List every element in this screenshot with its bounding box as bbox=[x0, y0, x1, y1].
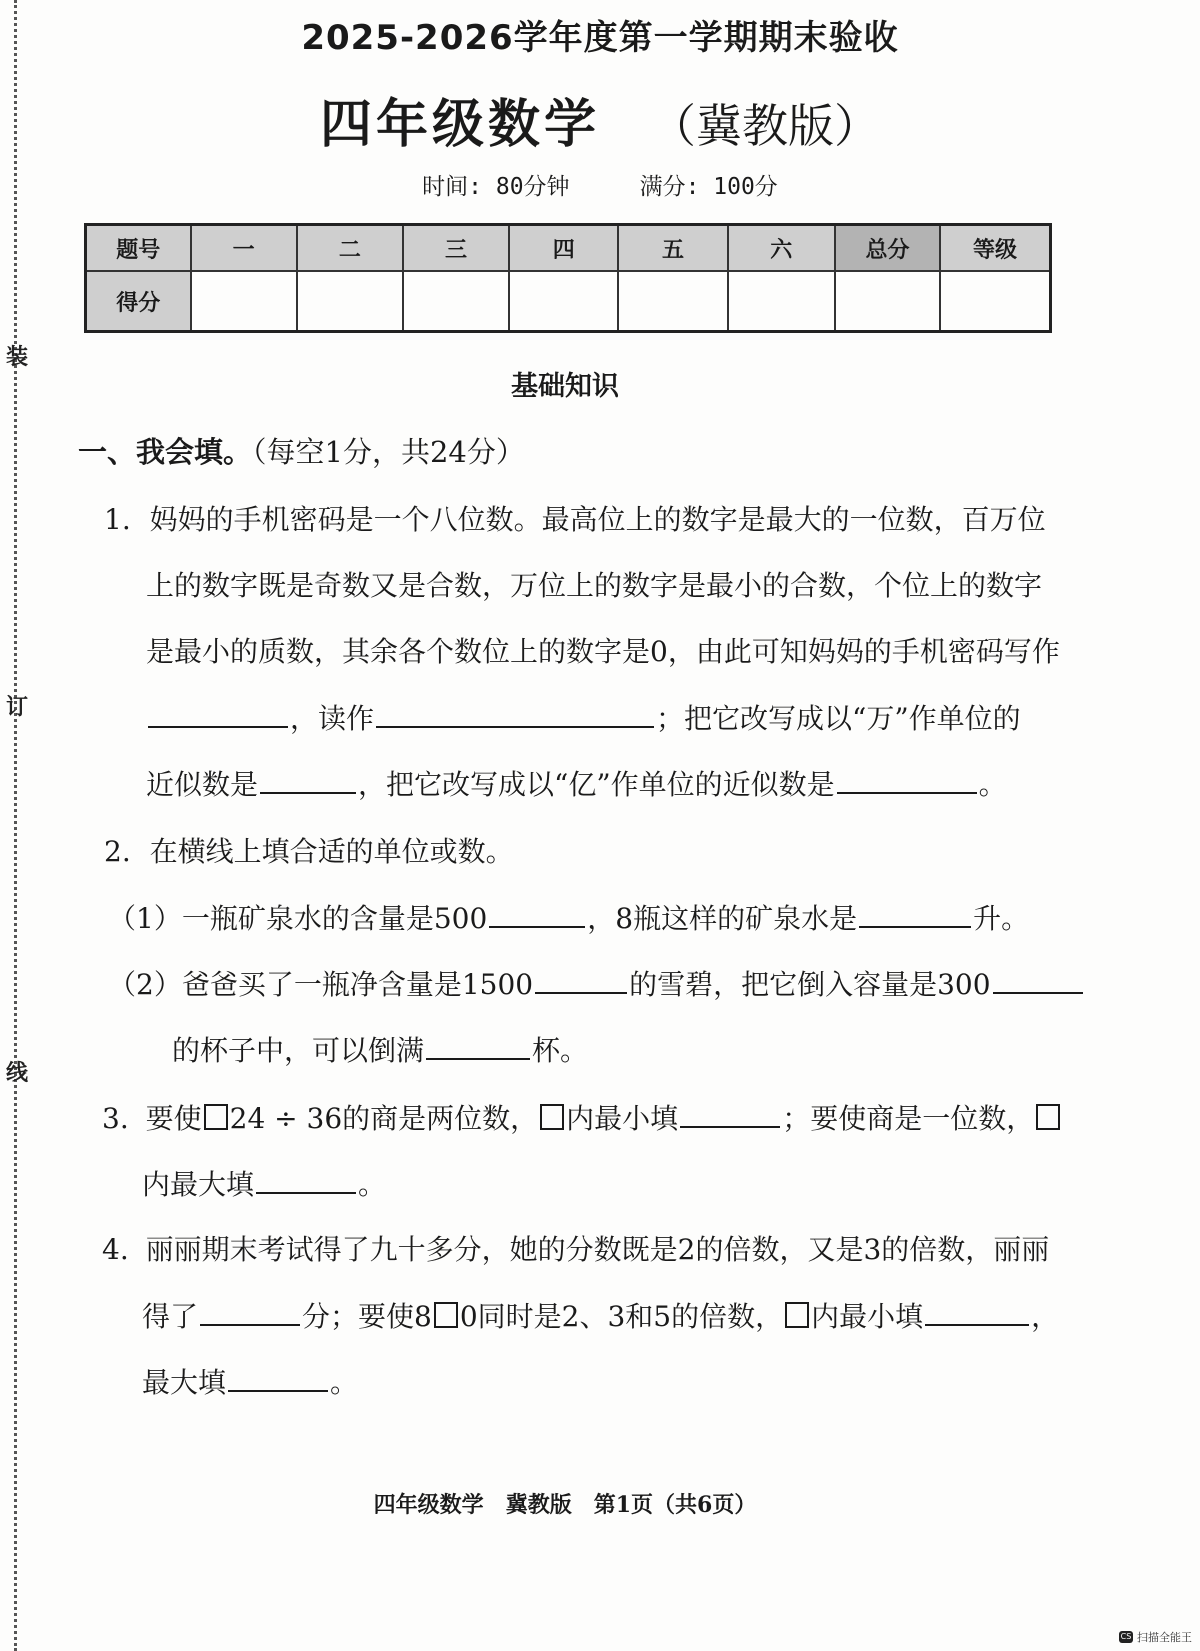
q1-blank-reading[interactable] bbox=[376, 698, 654, 728]
q1-text1: 妈妈的手机密码是一个八位数。最高位上的数字是最大的一位数，百万位 bbox=[149, 503, 1046, 536]
q4-text-f: 最大填 bbox=[142, 1366, 227, 1399]
q4-text-b: 分；要使8 bbox=[302, 1300, 432, 1333]
exam-info bbox=[0, 168, 1200, 201]
exam-subject: 四年级数学 bbox=[319, 95, 600, 155]
q3-line2 bbox=[142, 1164, 386, 1205]
q2-blank-unit3[interactable] bbox=[993, 964, 1083, 994]
q3-blank-min[interactable] bbox=[680, 1098, 780, 1128]
q4-blank-score[interactable] bbox=[200, 1296, 300, 1326]
q1-text5b: ，把它改写成以“亿”作单位的近似数是 bbox=[358, 768, 835, 801]
q2-sub1-b: ，8瓶这样的矿泉水是 bbox=[587, 902, 858, 935]
q4-box-2 bbox=[785, 1302, 809, 1328]
watermark-text: 扫描全能王 bbox=[1137, 1631, 1192, 1644]
q2-blank-cups[interactable] bbox=[426, 1030, 530, 1060]
q3-text-e: 内最大填 bbox=[142, 1168, 255, 1201]
q2-blank-liters[interactable] bbox=[859, 898, 971, 928]
score-header-cell: 一 bbox=[191, 225, 297, 272]
q3-blank-max[interactable] bbox=[256, 1164, 356, 1194]
q2-sub1 bbox=[108, 898, 1029, 939]
score-table-score-row bbox=[86, 271, 1051, 332]
q2-text: 在横线上填合适的单位或数。 bbox=[149, 835, 514, 868]
q4-text-e: ， bbox=[1031, 1300, 1060, 1333]
q4-number: 4. bbox=[102, 1233, 129, 1266]
q3-box-1 bbox=[204, 1104, 228, 1130]
exam-full-score: 满分: 100分 bbox=[639, 174, 778, 200]
q2-blank-unit2[interactable] bbox=[535, 964, 627, 994]
score-cell[interactable] bbox=[618, 271, 727, 332]
score-header-cell: 题号 bbox=[86, 225, 191, 272]
q3-text-b: 24 ÷ 36的商是两位数， bbox=[229, 1102, 539, 1135]
q3-text-c: 内最小填 bbox=[566, 1102, 679, 1135]
q3-box-2 bbox=[540, 1104, 564, 1130]
score-cell[interactable] bbox=[403, 271, 509, 332]
score-header-cell: 三 bbox=[403, 225, 509, 272]
part1-title bbox=[78, 430, 525, 471]
score-header-cell: 四 bbox=[509, 225, 618, 272]
q1-blank-yi[interactable] bbox=[837, 764, 977, 794]
q3-line1 bbox=[102, 1098, 1062, 1139]
q3-text-f: 。 bbox=[358, 1168, 387, 1201]
q2-sub2-c: 的杯子中，可以倒满 bbox=[172, 1034, 425, 1067]
footer-edition: 冀教版 bbox=[505, 1492, 572, 1518]
q4-text-g: 。 bbox=[330, 1366, 359, 1399]
score-cell[interactable] bbox=[297, 271, 403, 332]
page-footer bbox=[0, 1488, 1130, 1519]
q1-text5c: 。 bbox=[978, 768, 1007, 801]
score-header-cell: 五 bbox=[618, 225, 727, 272]
scanner-watermark bbox=[1119, 1629, 1192, 1645]
score-cell[interactable] bbox=[835, 271, 940, 332]
score-table bbox=[84, 223, 1052, 333]
q1-line1 bbox=[104, 500, 1046, 540]
q4-text-d: 内最小填 bbox=[811, 1300, 924, 1333]
margin-mark-zhuang: 装 bbox=[6, 345, 29, 370]
part1-heading: 一、我会填。 bbox=[78, 435, 253, 469]
margin-mark-ding: 订 bbox=[6, 695, 29, 720]
q4-line1 bbox=[102, 1230, 1049, 1270]
q2-sub2-cont bbox=[172, 1030, 588, 1071]
q4-blank-min[interactable] bbox=[925, 1296, 1029, 1326]
q1-text5a: 近似数是 bbox=[146, 768, 259, 801]
score-cell[interactable] bbox=[509, 271, 618, 332]
footer-page: 第1页（共6页） bbox=[593, 1492, 757, 1518]
q1-line4 bbox=[146, 698, 1021, 739]
q4-line2 bbox=[142, 1296, 1059, 1337]
score-header-cell: 等级 bbox=[940, 225, 1050, 272]
q4-text-c: 0同时是2、3和5的倍数， bbox=[459, 1300, 784, 1333]
q1-blank-wan[interactable] bbox=[260, 764, 356, 794]
q1-text4b: ；把它改写成以“万”作单位的 bbox=[656, 702, 1021, 735]
part1-note: （每空1分，共24分） bbox=[252, 435, 525, 469]
q2-sub2-b: 的雪碧，把它倒入容量是300 bbox=[629, 968, 991, 1001]
q1-line5 bbox=[146, 764, 1007, 805]
q2-line1 bbox=[104, 832, 514, 872]
q3-number: 3. bbox=[102, 1102, 129, 1135]
q2-number: 2. bbox=[104, 835, 131, 868]
score-header-cell: 二 bbox=[297, 225, 403, 272]
margin-mark-xian: 线 bbox=[6, 1061, 29, 1086]
score-table-header-row bbox=[86, 225, 1051, 272]
binding-dotted-line bbox=[14, 0, 17, 1651]
q4-text1: 丽丽期末考试得了九十多分，她的分数既是2的倍数，又是3的倍数，丽丽 bbox=[145, 1233, 1050, 1266]
q4-line3 bbox=[142, 1362, 358, 1403]
q1-blank-number[interactable] bbox=[148, 698, 288, 728]
q2-sub1-a: （1）一瓶矿泉水的含量是500 bbox=[108, 902, 488, 935]
score-header-cell: 六 bbox=[728, 225, 835, 272]
exam-subject-line bbox=[0, 82, 1200, 157]
score-cell[interactable] bbox=[728, 271, 835, 332]
q3-box-3 bbox=[1036, 1104, 1060, 1130]
score-cell[interactable] bbox=[940, 271, 1050, 332]
q1-line2: 上的数字既是奇数又是合数，万位上的数字是最小的合数，个位上的数字 bbox=[146, 569, 1043, 602]
q2-sub2-a: （2）爸爸买了一瓶净含量是1500 bbox=[108, 968, 534, 1001]
q2-sub1-c: 升。 bbox=[973, 902, 1030, 935]
q4-box-1 bbox=[434, 1302, 458, 1328]
score-row-label: 得分 bbox=[86, 271, 191, 332]
q3-text-d: ；要使商是一位数， bbox=[782, 1102, 1035, 1135]
score-header-cell: 总分 bbox=[835, 225, 940, 272]
q1-number: 1. bbox=[104, 503, 131, 536]
q2-sub2 bbox=[108, 964, 1085, 1005]
exam-title: 2025-2026学年度第一学期期末验收 bbox=[301, 18, 899, 58]
q1-line3: 是最小的质数，其余各个数位上的数字是0，由此可知妈妈的手机密码写作 bbox=[146, 635, 1060, 668]
q1-text4a: ，读作 bbox=[290, 702, 375, 735]
footer-subject: 四年级数学 bbox=[373, 1492, 484, 1518]
exam-edition: （冀教版） bbox=[650, 99, 880, 153]
q4-text-a: 得了 bbox=[142, 1300, 199, 1333]
q4-blank-max[interactable] bbox=[228, 1362, 328, 1392]
q2-blank-unit[interactable] bbox=[489, 898, 585, 928]
scanner-logo-icon: CS bbox=[1120, 1632, 1132, 1641]
q2-sub2-d: 杯。 bbox=[532, 1034, 589, 1067]
q3-text-a: 要使 bbox=[145, 1102, 202, 1135]
exam-time: 时间: 80分钟 bbox=[422, 174, 570, 200]
section-title: 基础知识 bbox=[511, 371, 619, 402]
score-cell[interactable] bbox=[191, 271, 297, 332]
